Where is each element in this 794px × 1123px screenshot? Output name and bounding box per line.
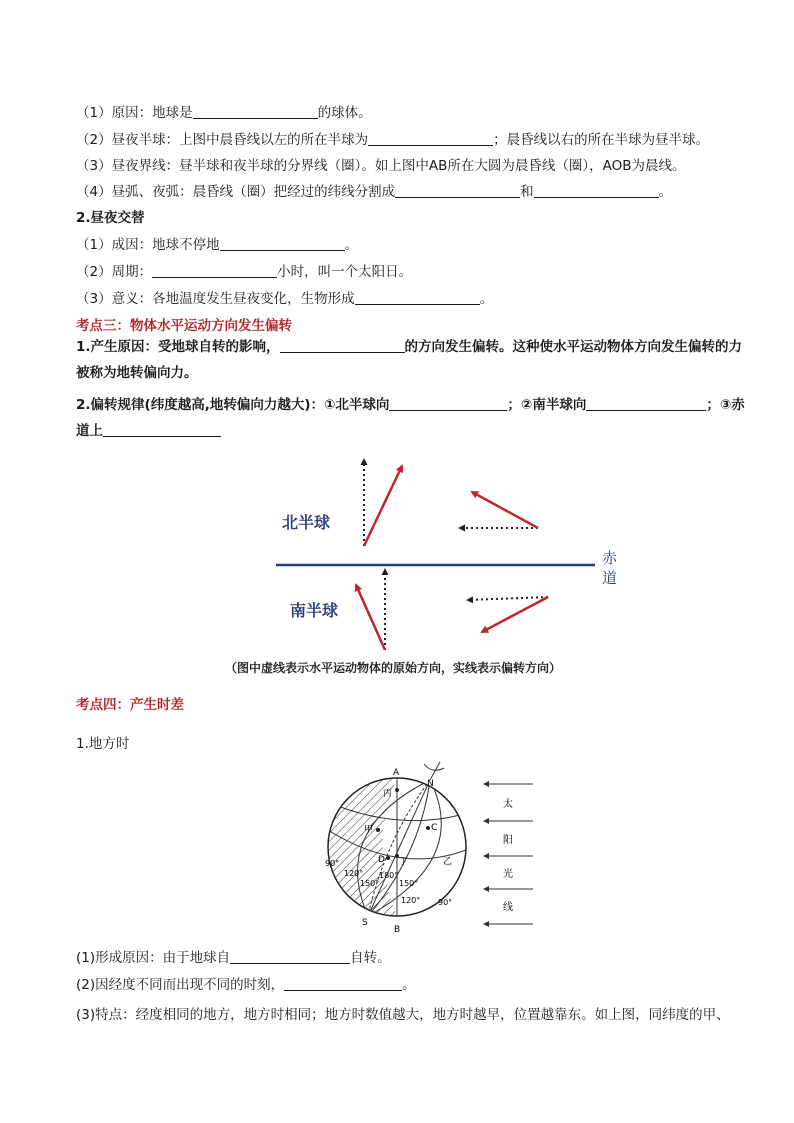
label-d: D [378, 855, 385, 865]
label-deg: 180° [379, 871, 399, 880]
rule-paragraph [76, 395, 745, 415]
text: 2.偏转规律(纬度越高,地转偏向力越大)：①北半球向 [76, 397, 390, 413]
text: ；晨昏线以右的所在半球为昼半球。 [493, 132, 710, 148]
text: （3）昼夜界线：昼半球和夜半球的分界线（圈）。如上图中AB所在大圆为晨昏线（圈），AOB为晨线。 [76, 158, 686, 174]
text: ；③赤 [706, 397, 745, 413]
text: 。 [658, 184, 673, 200]
text: （4）昼弧、夜弧：晨昏线（圈）把经过的纬线分割成 [76, 184, 396, 200]
label-bing: 丙 [383, 789, 393, 799]
point-bing [395, 788, 399, 792]
text: （1）原因：地球是 [76, 105, 193, 121]
label-a: A [393, 768, 400, 778]
point-c [426, 826, 430, 830]
point-jia [376, 828, 380, 832]
text: (2)因经度不同而出现不同的时刻， [76, 977, 285, 993]
arc-line [76, 182, 672, 202]
section-heading-time: 考点四：产生时差 [76, 697, 184, 713]
answer-blank[interactable] [389, 396, 507, 411]
figure-caption: （图中虚线表示水平运动物体的原始方向，实线表示偏转方向） [225, 661, 562, 675]
answer-blank[interactable] [220, 236, 345, 251]
rule-paragraph-cont [76, 421, 221, 441]
answer-blank[interactable] [284, 976, 402, 991]
formation-line [76, 948, 391, 968]
text: 自转。 [350, 950, 391, 966]
text: 和 [520, 184, 534, 200]
answer-blank[interactable] [103, 422, 221, 437]
answer-blank[interactable] [355, 290, 480, 305]
cause-paragraph [76, 337, 742, 357]
south-original-arrow-west [468, 597, 548, 600]
label-deg: 90° [438, 898, 453, 907]
boundary-line [76, 156, 685, 176]
answer-blank[interactable] [280, 338, 405, 353]
reason-line [76, 103, 372, 123]
feature-line: (3)特点：经度相同的地方，地方时相同；地方时数值越大，地方时越早，位置越靠东。如上图，同纬度的甲、 [76, 1007, 730, 1023]
deflection-figure [225, 450, 640, 685]
equator-label-2: 道 [602, 569, 618, 587]
label-deg: 150° [360, 879, 380, 888]
subheading-day-night: 2.昼夜交替 [76, 210, 145, 226]
answer-blank[interactable] [193, 104, 318, 119]
label-n: N [427, 779, 434, 789]
north-hemisphere-label: 北半球 [282, 513, 331, 532]
text: （1）成因：地球不停地 [76, 237, 220, 253]
period-line [76, 262, 412, 282]
sun-char: 光 [503, 869, 513, 880]
label-jia: 甲 [364, 825, 374, 835]
hemisphere-line [76, 130, 709, 150]
text: （2）周期： [76, 264, 153, 280]
text: 的球体。 [317, 105, 372, 121]
sun-char: 太 [503, 799, 513, 810]
text: 1.产生原因：受地球自转的影响， [76, 339, 280, 355]
text: ；②南半球向 [507, 397, 587, 413]
text: 。 [344, 237, 359, 253]
equator-label-1: 赤 [602, 549, 618, 567]
text: 小时，叫一个太阳日。 [277, 264, 413, 280]
text: 。 [402, 977, 416, 993]
label-s: S [362, 918, 368, 928]
answer-blank[interactable] [395, 183, 520, 198]
text: （3）意义：各地温度发生昼夜变化，生物形成 [76, 291, 355, 307]
south-deflected-arrow [356, 585, 385, 650]
cause-paragraph-cont: 被称为地转偏向力。 [76, 365, 198, 381]
label-deg: 120° [401, 896, 421, 905]
answer-blank[interactable] [368, 131, 493, 146]
text: （2）昼夜半球：上图中晨昏线以左的所在半球为 [76, 132, 369, 148]
longitude-line [76, 975, 416, 995]
answer-blank[interactable] [230, 949, 350, 964]
label-deg: 120° [344, 869, 364, 878]
point-d [386, 856, 390, 860]
sun-char: 线 [503, 902, 513, 913]
north-deflected-arrow [364, 466, 402, 546]
section-heading-deflection: 考点三：物体水平运动方向发生偏转 [76, 318, 292, 334]
meaning-line [76, 289, 493, 309]
answer-blank[interactable] [586, 396, 706, 411]
text: 。 [479, 291, 494, 307]
label-c: C [431, 823, 438, 833]
south-deflected-arrow-west [482, 597, 548, 632]
sun-char: 阳 [503, 835, 513, 846]
north-pole-arrow [430, 762, 440, 780]
sunlight-figure [478, 776, 538, 932]
answer-blank[interactable] [534, 183, 659, 198]
label-ding: 丁 [399, 857, 409, 867]
label-yi: 乙 [443, 857, 453, 867]
north-deflected-arrow-west [472, 492, 538, 528]
text: 的方向发生偏转。这种使水平运动物体方向发生偏转的力 [404, 339, 743, 355]
cause-line [76, 235, 358, 255]
answer-blank[interactable] [152, 263, 277, 278]
rotation-arrow [424, 764, 444, 770]
south-hemisphere-label: 南半球 [290, 601, 339, 620]
label-deg: 150° [399, 879, 419, 888]
label-deg: 90° [325, 859, 340, 868]
label-b: B [394, 925, 401, 935]
text: (1)形成原因：由于地球自 [76, 950, 231, 966]
text: 道上 [76, 423, 103, 439]
subheading-local-time: 1.地方时 [76, 736, 130, 752]
